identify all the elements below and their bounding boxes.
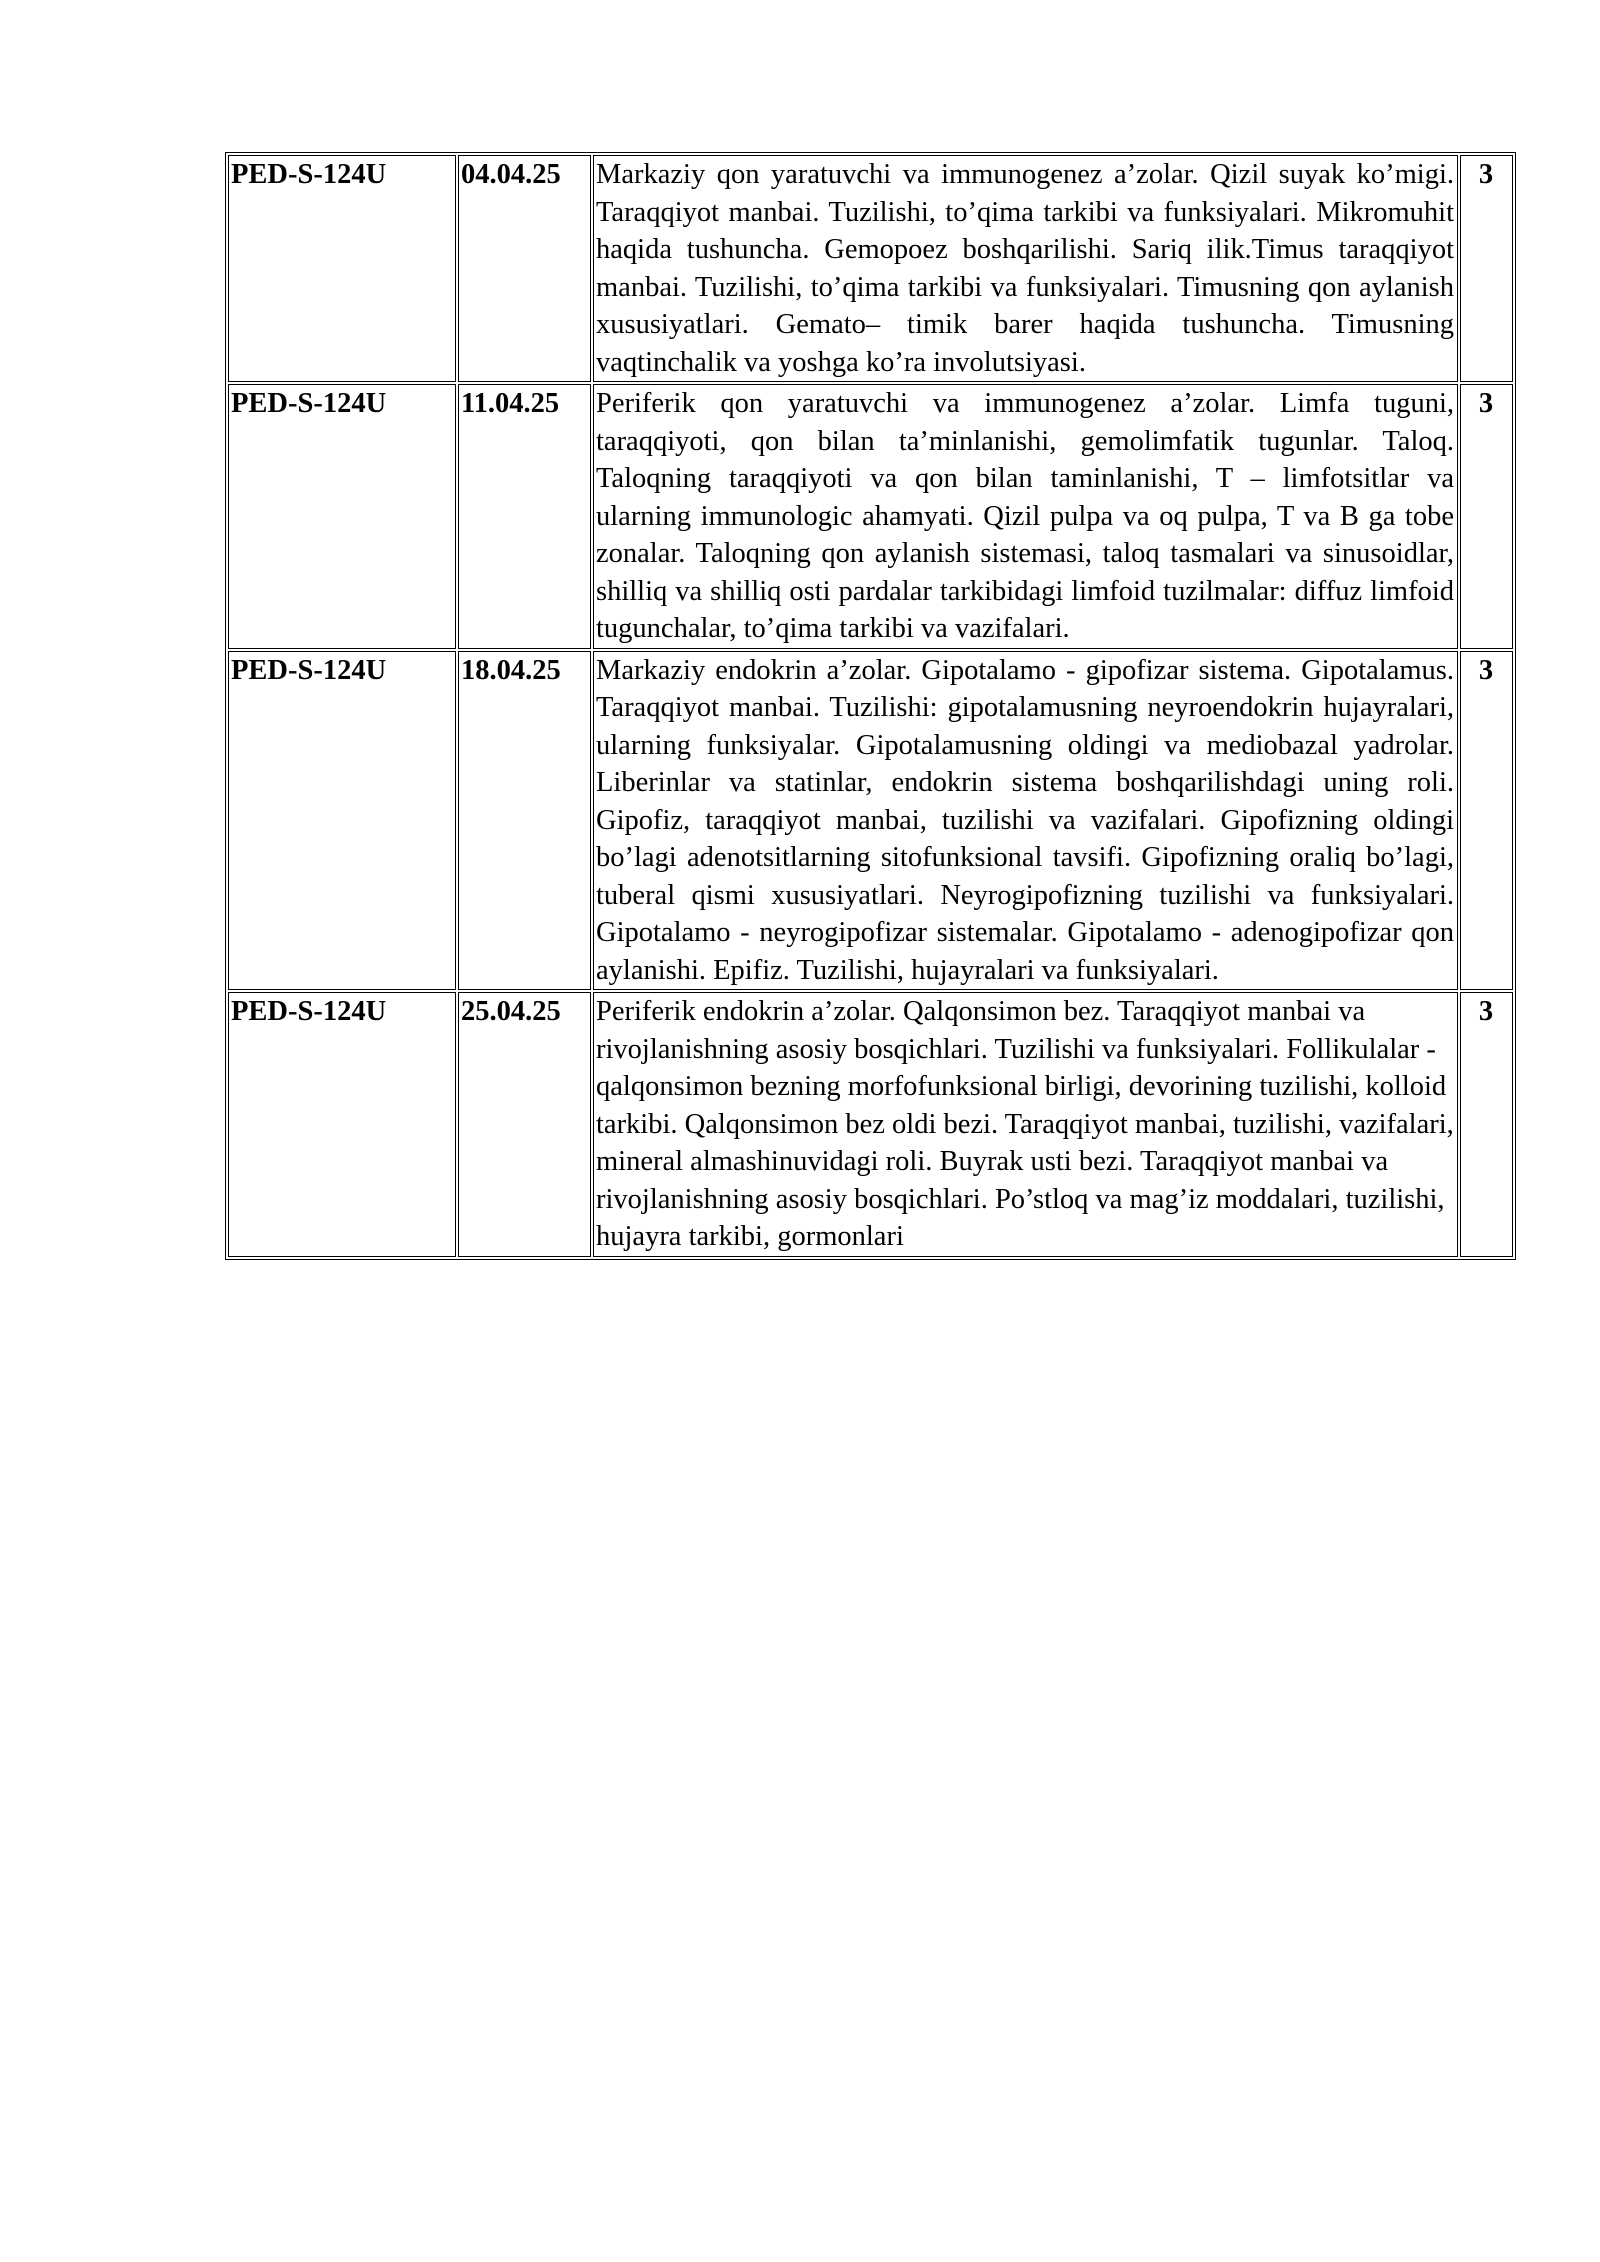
date-cell: 11.04.25 xyxy=(458,384,591,649)
table-row xyxy=(228,992,1513,1257)
topic-cell: Markaziy endokrin a’zolar. Gipotalamo - gipofizar sistema. Gipotalamus. Taraqqiyot manbai. Tuzilishi: gipotalamusning neyroendokrin hujayralari, ularning funksiyalar. Gipotalamusning oldingi va mediobazal yadrolar. Liberinlar va statinlar, endokrin sistema boshqarilishdagi uning roli. Gipofiz, taraqqiyot manbai, tuzilishi va vazifalari. Gipofizning oldingi bo’lagi adenotsitlarning sitofunksional tavsifi. Gipofizning oraliq bo’lagi, tuberal qismi xususiyatlari. Neyrogipofizning tuzilishi va funksiyalari. Gipotalamo - neyrogipofizar sistemalar. Gipotalamo - adenogipofizar qon aylanishi. Epifiz. Tuzilishi, hujayralari va funksiyalari. xyxy=(593,651,1458,991)
hours-cell: 3 xyxy=(1460,992,1513,1257)
topic-cell: Periferik endokrin a’zolar. Qalqonsimon bez. Taraqqiyot manbai va rivojlanishning asosiy bosqichlari. Tuzilishi va funksiyalari. Follikulalar - qalqonsimon bezning morfofunksional birligi, devorining tuzilishi, kolloid tarkibi. Qalqonsimon bez oldi bezi. Taraqqiyot manbai, tuzilishi, vazifalari, mineral almashinuvidagi roli. Buyrak usti bezi. Taraqqiyot manbai va rivojlanishning asosiy bosqichlari. Po’stloq va mag’iz moddalari, tuzilishi, hujayra tarkibi, gormonlari xyxy=(593,992,1458,1257)
group-cell: PED-S-124U xyxy=(228,384,456,649)
table-row xyxy=(228,155,1513,382)
hours-cell: 3 xyxy=(1460,384,1513,649)
date-cell: 25.04.25 xyxy=(458,992,591,1257)
table-row xyxy=(228,651,1513,991)
date-cell: 18.04.25 xyxy=(458,651,591,991)
group-cell: PED-S-124U xyxy=(228,992,456,1257)
hours-cell: 3 xyxy=(1460,155,1513,382)
table-row xyxy=(228,384,1513,649)
group-cell: PED-S-124U xyxy=(228,155,456,382)
date-cell: 04.04.25 xyxy=(458,155,591,382)
lesson-schedule-table xyxy=(225,152,1516,1260)
topic-cell: Periferik qon yaratuvchi va immunogenez a’zolar. Limfa tuguni, taraqqiyoti, qon bilan ta’minlanishi, gemolimfatik tugunlar. Taloq. Taloqning taraqqiyoti va qon bilan taminlanishi, T – limfotsitlar va ularning immunologic ahamyati. Qizil pulpa va oq pulpa, T va B ga tobe zonalar. Taloqning qon aylanish sistemasi, taloq tasmalari va sinusoidlar, shilliq va shilliq osti pardalar tarkibidagi limfoid tuzilmalar: diffuz limfoid tugunchalar, to’qima tarkibi va vazifalari. xyxy=(593,384,1458,649)
group-cell: PED-S-124U xyxy=(228,651,456,991)
hours-cell: 3 xyxy=(1460,651,1513,991)
topic-cell: Markaziy qon yaratuvchi va immunogenez a’zolar. Qizil suyak ko’migi. Taraqqiyot manbai. Tuzilishi, to’qima tarkibi va funksiyalari. Mikromuhit haqida tushuncha. Gemopoez boshqarilishi. Sariq ilik.Timus taraqqiyot manbai. Tuzilishi, to’qima tarkibi va funksiyalari. Timusning qon aylanish xususiyatlari. Gemato– timik barer haqida tushuncha. Timusning vaqtinchalik va yoshga ko’ra involutsiyasi. xyxy=(593,155,1458,382)
